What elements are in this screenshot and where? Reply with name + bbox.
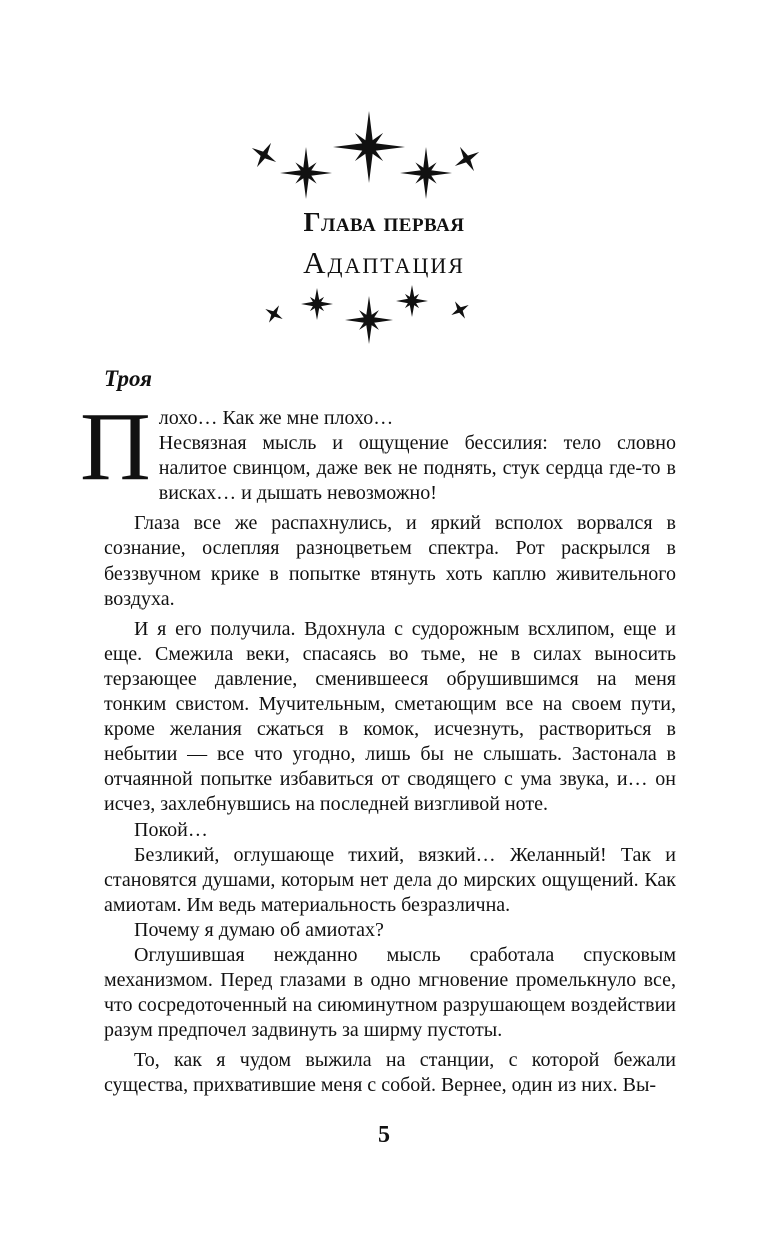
chapter-text <box>80 393 676 1099</box>
dropcap-letter: П <box>80 393 151 501</box>
paragraph-9: То, как я чудом выжила на станции, с которой бежали существа, прихватившие меня с собой. Вернее, один из них. Вы- <box>104 1049 676 1097</box>
paragraph-4: И я его получила. Вдохнула с судорожным всхлипом, еще и еще. Смежила веки, спасаясь во тьме, не в силах выносить терзающее давление, сменившееся обрушившимся на меня тонким свистом. Мучительным, сметающим все на своем пути, кроме желания сжаться в комок, исчезнуть, раствориться в небытии — все что угодно, лишь бы не слышать. Застонала в отчаянной попытке избавиться от сводящего с ума звука, и… он исчез, захлебнувшись на последней визгливой ноте. <box>104 617 676 816</box>
paragraph-8: Оглушившая нежданно мысль сработала спусковым механизмом. Перед глазами в одно мгновение промелькнуло все, что сосредоточенный на сиюминутном разрушающем воздействии разум предпочел задвинуть за ширму пустоты. <box>104 943 676 1042</box>
paragraph-3: Глаза все же распахнулись, и яркий всполох ворвался в сознание, ослепляя разноцветьем спектра. Рот раскрылся в беззвучном крике в попытке втянуть хоть каплю живительного воздуха. <box>104 512 676 610</box>
paragraph-5: Покой… <box>134 818 208 841</box>
paragraph-1-text: лохо… Как же мне плохо… <box>158 407 394 429</box>
stars-ornament-top-icon <box>0 105 768 205</box>
chapter-number: Глава первая <box>303 207 465 237</box>
stars-ornament-bottom-icon <box>0 282 768 350</box>
pov-character-heading: Троя <box>104 366 153 391</box>
paragraph-6: Безликий, оглушающе тихий, вязкий… Желанный! Так и становятся душами, которым нет дела до мирских ощущений. Как амиотам. Им ведь материальность безразлична. <box>104 843 676 916</box>
page-number: 5 <box>378 1122 390 1148</box>
chapter-title: Адаптация <box>303 245 465 280</box>
paragraph-7: Почему я думаю об амиотах? <box>134 918 384 941</box>
chapter-heading <box>0 205 768 283</box>
paragraph-2: Несвязная мысль и ощущение бессилия: тело словно налитое свинцом, даже век не поднять, стук сердца где-то в висках… и дышать невозможно! <box>158 432 676 505</box>
